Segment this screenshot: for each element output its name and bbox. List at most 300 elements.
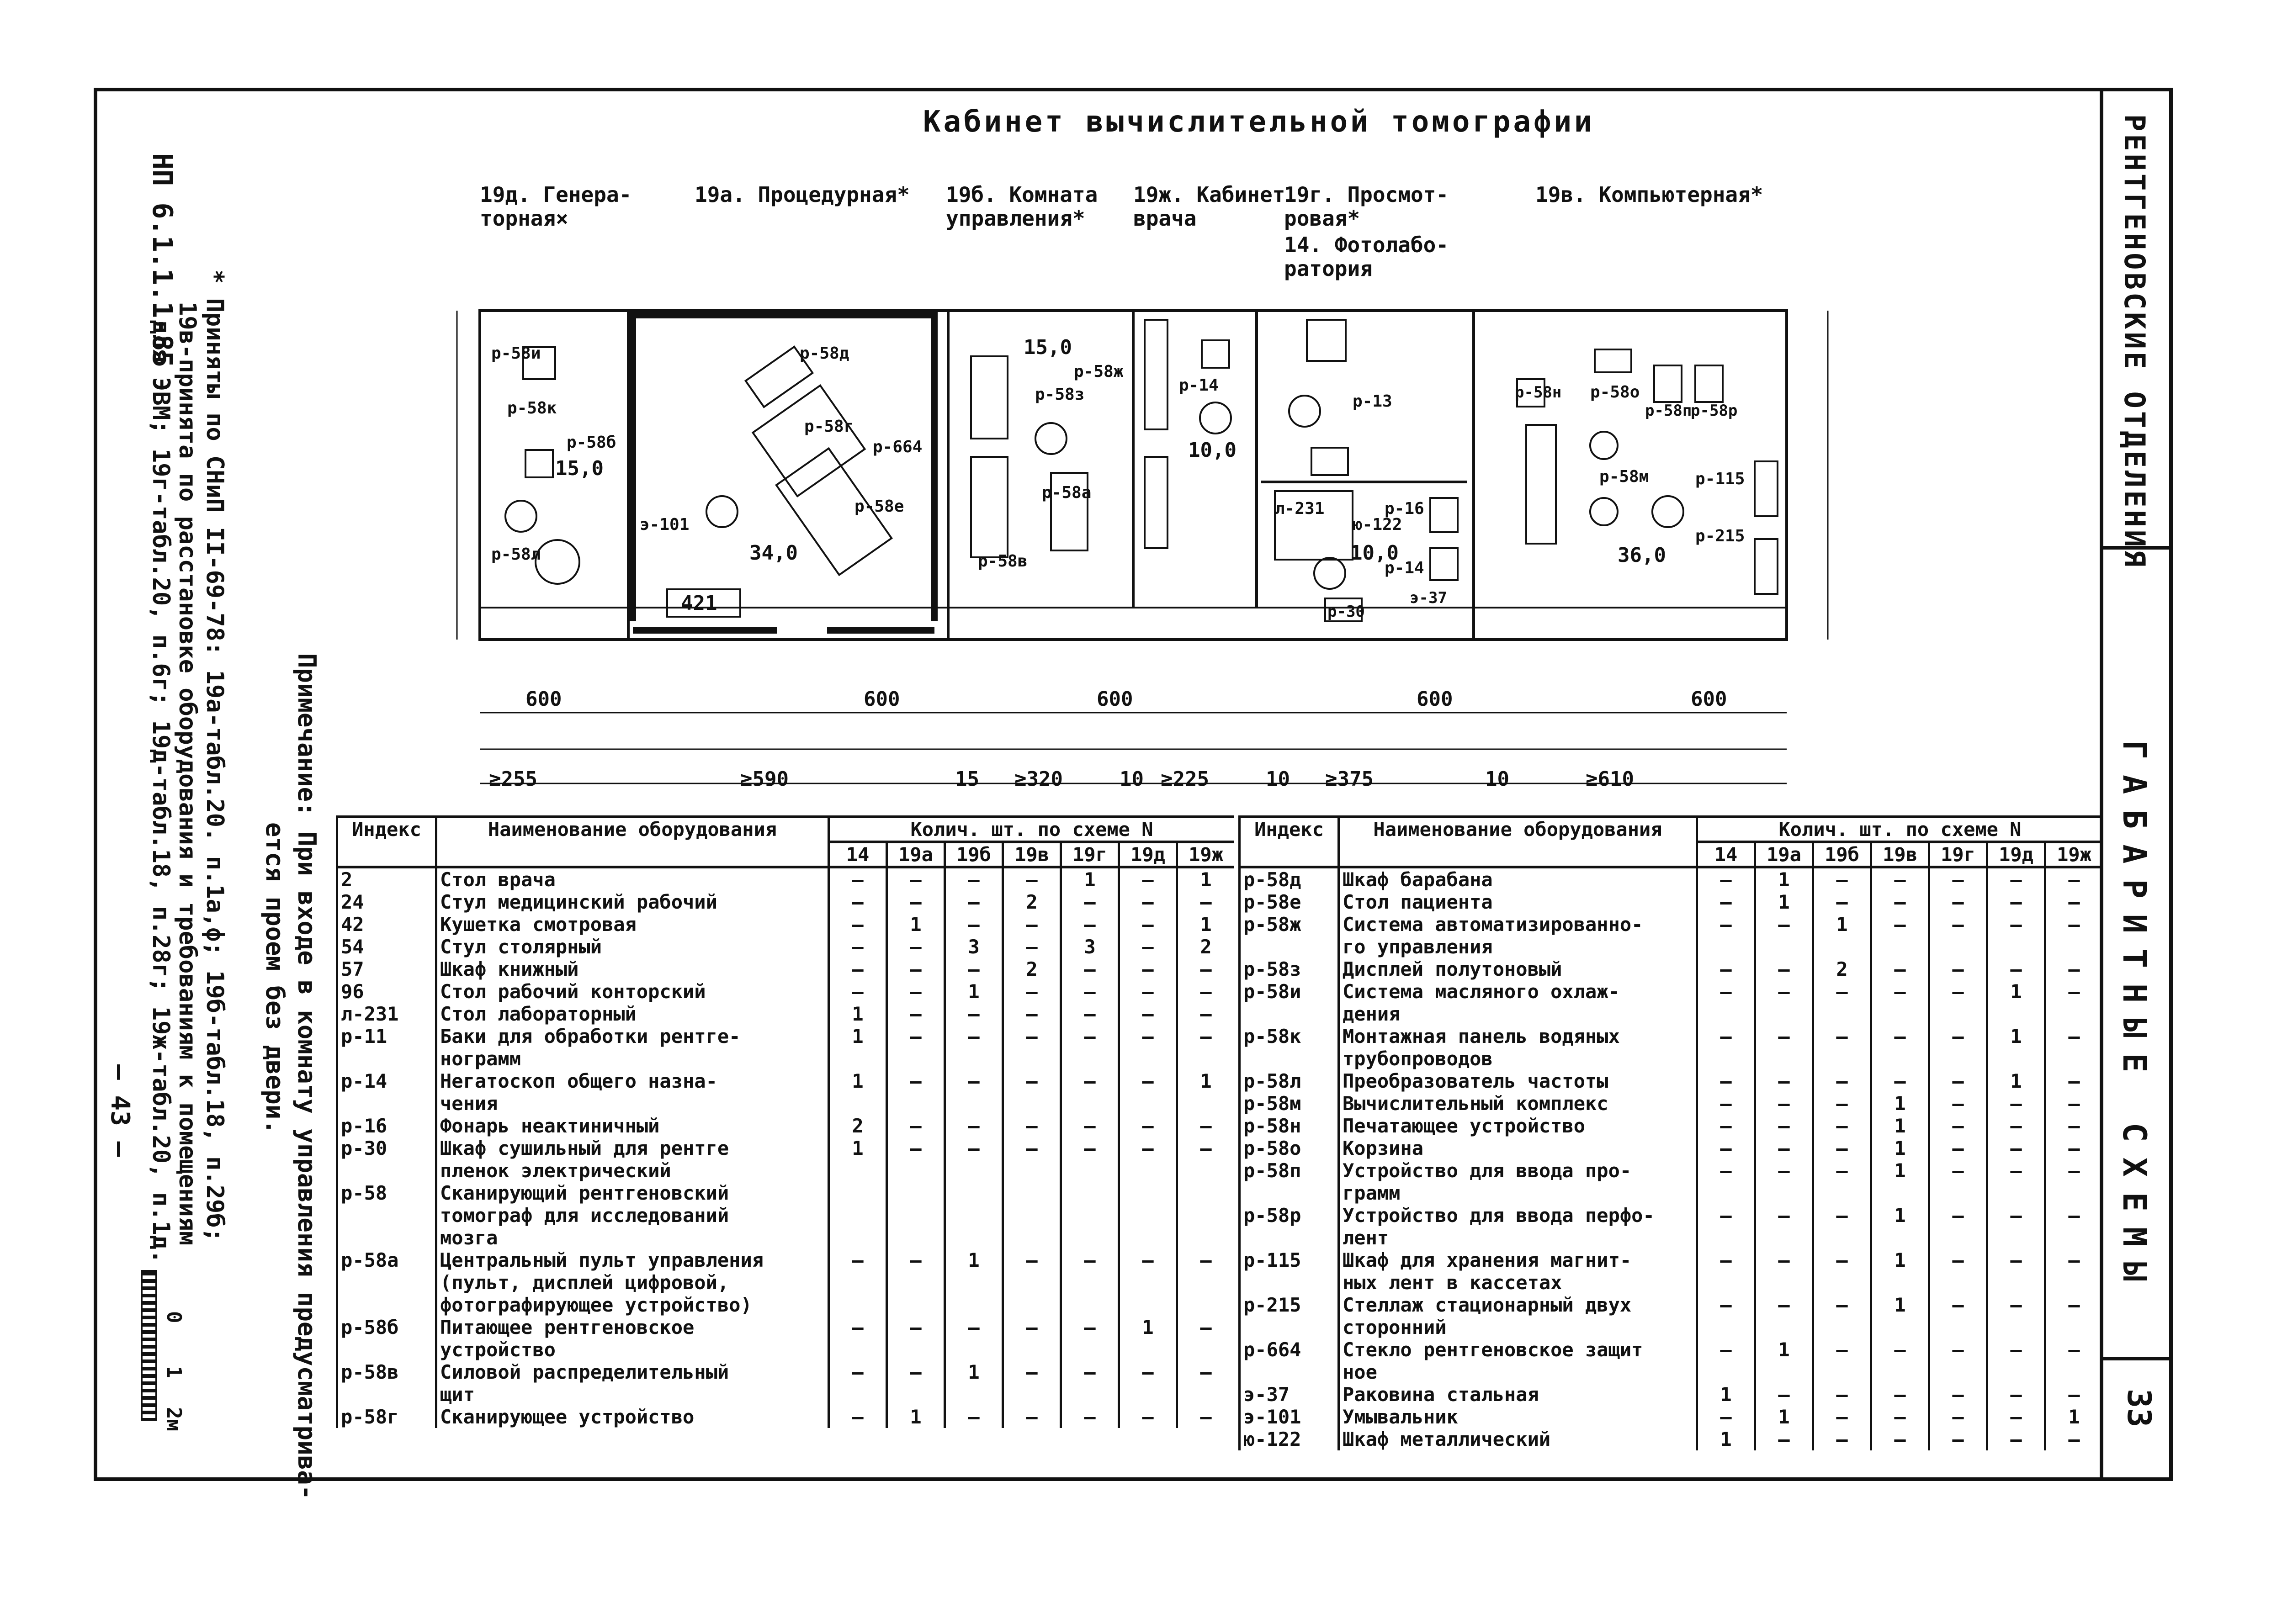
row-index: ю-122 bbox=[1240, 1428, 1339, 1450]
doc-code: НП 6.1.1.1-85 bbox=[146, 153, 178, 368]
room-label-19b: 19б. Комната управления* bbox=[946, 182, 1098, 231]
row-qty: — bbox=[1697, 1406, 1755, 1428]
row-qty: — bbox=[2045, 1070, 2102, 1092]
row-qty: — bbox=[945, 1316, 1003, 1361]
row-qty: — bbox=[1003, 1249, 1061, 1316]
table-header-index: Индекс bbox=[1240, 817, 1339, 867]
row-qty: — bbox=[1119, 936, 1177, 958]
tag-p58r: р-58р bbox=[1691, 402, 1738, 420]
row-qty: — bbox=[1119, 891, 1177, 913]
tag-e37: э-37 bbox=[1410, 589, 1447, 607]
equipment-p58p bbox=[1654, 365, 1682, 402]
page-title: Кабинет вычислительной томографии bbox=[923, 105, 1595, 139]
equipment-p58r bbox=[1695, 365, 1723, 402]
row-qty: — bbox=[1697, 1204, 1755, 1249]
row-qty: — bbox=[2045, 1294, 2102, 1338]
row-qty: — bbox=[945, 867, 1003, 891]
section-label: ГАБАРИТНЫЕ СХЕМЫ bbox=[2116, 740, 2153, 1297]
area-19zh: 10,0 bbox=[1188, 439, 1237, 462]
row-qty: — bbox=[1119, 1406, 1177, 1428]
row-qty: — bbox=[1177, 1025, 1234, 1070]
row-qty: — bbox=[1177, 980, 1234, 1003]
row-index: р-58н bbox=[1240, 1115, 1339, 1137]
area-19b: 15,0 bbox=[1024, 336, 1072, 359]
row-qty: — bbox=[1987, 867, 2045, 891]
row-qty: — bbox=[1119, 1003, 1177, 1025]
row-qty: — bbox=[1697, 1115, 1755, 1137]
row-qty: — bbox=[1755, 1092, 1813, 1115]
row-qty: — bbox=[2045, 1092, 2102, 1115]
col-header: 19д bbox=[1119, 842, 1177, 867]
row-qty: — bbox=[1697, 1070, 1755, 1092]
row-qty: — bbox=[1987, 1406, 2045, 1428]
row-qty: — bbox=[1871, 891, 1929, 913]
row-qty: — bbox=[1177, 1003, 1234, 1025]
row-qty: — bbox=[2045, 980, 2102, 1025]
row-qty: 1 bbox=[1871, 1204, 1929, 1249]
row-index: р-58г bbox=[337, 1406, 436, 1428]
row-qty: — bbox=[887, 958, 945, 980]
dim-label: ≥255 bbox=[489, 767, 537, 791]
dim-label: 10 bbox=[1266, 767, 1290, 791]
room-label-19g: 19г. Просмот- ровая* bbox=[1284, 182, 1449, 231]
col-header: 19а bbox=[887, 842, 945, 867]
row-qty: — bbox=[1987, 1294, 2045, 1338]
row-qty: — bbox=[1003, 1070, 1061, 1115]
row-name: Раковина стальная bbox=[1339, 1383, 1697, 1406]
table-row bbox=[337, 1115, 1234, 1137]
row-qty: — bbox=[887, 867, 945, 891]
row-name: Стул медицинский рабочий bbox=[436, 891, 829, 913]
row-qty: — bbox=[829, 1316, 887, 1361]
row-qty: — bbox=[887, 980, 945, 1003]
row-qty: — bbox=[1813, 1204, 1871, 1249]
row-qty: — bbox=[1813, 1428, 1871, 1450]
row-qty: — bbox=[1929, 913, 1987, 958]
row-qty: 2 bbox=[1813, 958, 1871, 980]
row-qty: — bbox=[1697, 1025, 1755, 1070]
row-qty: — bbox=[1119, 1137, 1177, 1182]
tag-p58k: р-58к bbox=[507, 399, 557, 418]
row-qty: — bbox=[829, 1361, 887, 1406]
row-name: Силовой распределительный щит bbox=[436, 1361, 829, 1406]
row-qty: — bbox=[2045, 867, 2102, 891]
row-qty: 3 bbox=[1061, 936, 1119, 958]
row-name: Негатоскоп общего назна- чения bbox=[436, 1070, 829, 1115]
row-name: Стол рабочий конторский bbox=[436, 980, 829, 1003]
row-name: Шкаф металлический bbox=[1339, 1428, 1697, 1450]
row-index: р-58е bbox=[1240, 891, 1339, 913]
row-qty: — bbox=[1929, 1294, 1987, 1338]
row-qty: — bbox=[1003, 1137, 1061, 1182]
row-qty: — bbox=[1755, 1294, 1813, 1338]
row-index: р-58б bbox=[337, 1316, 436, 1361]
row-qty: 1 bbox=[887, 913, 945, 936]
row-index: р-14 bbox=[337, 1070, 436, 1115]
row-qty: — bbox=[1755, 913, 1813, 958]
row-qty: — bbox=[945, 913, 1003, 936]
row-qty: — bbox=[829, 936, 887, 958]
tag-p58i: р-58и bbox=[491, 344, 541, 363]
room-label-14: 14. Фотолабо- ратория bbox=[1284, 233, 1449, 281]
table-row bbox=[1240, 1070, 2102, 1092]
module-label: 600 bbox=[864, 688, 900, 711]
row-qty bbox=[1177, 1182, 1234, 1249]
row-qty: — bbox=[1929, 1249, 1987, 1294]
equipment-p215 bbox=[1755, 539, 1778, 594]
row-qty: — bbox=[1929, 1025, 1987, 1070]
row-qty: — bbox=[887, 1137, 945, 1182]
row-qty: — bbox=[1003, 1406, 1061, 1428]
table-header-name: Наименование оборудования bbox=[436, 817, 829, 867]
row-qty: — bbox=[1061, 1025, 1119, 1070]
row-qty: — bbox=[1119, 980, 1177, 1003]
row-qty: — bbox=[887, 1070, 945, 1115]
equipment-p16 bbox=[1430, 498, 1458, 532]
row-qty bbox=[1061, 1182, 1119, 1249]
row-qty: — bbox=[1813, 1092, 1871, 1115]
row-qty: 1 bbox=[1755, 1406, 1813, 1428]
row-qty: — bbox=[1929, 1115, 1987, 1137]
row-qty: — bbox=[2045, 1338, 2102, 1383]
row-qty: — bbox=[1929, 980, 1987, 1025]
row-qty: — bbox=[1061, 891, 1119, 913]
table-row bbox=[1240, 1406, 2102, 1428]
row-qty: — bbox=[1813, 1159, 1871, 1204]
area-19d: 15,0 bbox=[555, 457, 604, 480]
chair-24-2 bbox=[1590, 498, 1618, 525]
row-qty: 1 bbox=[2045, 1406, 2102, 1428]
row-qty: — bbox=[887, 1003, 945, 1025]
row-qty: — bbox=[1929, 1428, 1987, 1450]
page-code: 33 bbox=[2120, 1389, 2158, 1428]
row-name: Шкаф книжный bbox=[436, 958, 829, 980]
row-qty: — bbox=[1697, 913, 1755, 958]
col-header: 19б bbox=[945, 842, 1003, 867]
row-qty: — bbox=[1119, 913, 1177, 936]
row-qty: — bbox=[2045, 958, 2102, 980]
row-qty: 1 bbox=[1177, 913, 1234, 936]
row-index: р-58п bbox=[1240, 1159, 1339, 1204]
table-row bbox=[337, 1003, 1234, 1025]
equipment-table-2 bbox=[1307, 320, 1346, 361]
row-qty: 1 bbox=[1697, 1383, 1755, 1406]
row-name: Система масляного охлаж- дения bbox=[1339, 980, 1697, 1025]
row-qty: — bbox=[1003, 980, 1061, 1003]
table-header-qty: Колич. шт. по схеме N bbox=[1697, 817, 2102, 842]
remark-line-1: Примечание: При входе в комнату управления предусматрива- bbox=[292, 653, 321, 1500]
row-qty: — bbox=[1987, 891, 2045, 913]
table-row bbox=[1240, 1092, 2102, 1115]
row-qty: — bbox=[1813, 1406, 1871, 1428]
row-qty: — bbox=[1987, 1428, 2045, 1450]
row-qty: — bbox=[1813, 867, 1871, 891]
row-qty: — bbox=[1987, 1092, 2045, 1115]
row-qty: — bbox=[1813, 1338, 1871, 1383]
equipment-p13 bbox=[1311, 448, 1348, 475]
row-qty: — bbox=[1119, 1025, 1177, 1070]
row-name: Вычислительный комплекс bbox=[1339, 1092, 1697, 1115]
row-qty: — bbox=[1119, 958, 1177, 980]
row-qty: — bbox=[2045, 1137, 2102, 1159]
table-row bbox=[1240, 1294, 2102, 1338]
tag-p58p: р-58п bbox=[1645, 402, 1692, 420]
row-name: Сканирующее устройство bbox=[436, 1406, 829, 1428]
remark-line-2: ется проем без двери. bbox=[260, 822, 289, 1134]
tag-p58g: р-58г bbox=[804, 417, 854, 436]
row-qty: — bbox=[829, 1406, 887, 1428]
row-qty: — bbox=[1003, 1316, 1061, 1361]
row-qty: — bbox=[945, 958, 1003, 980]
row-qty: — bbox=[1871, 1025, 1929, 1070]
row-qty: — bbox=[2045, 1025, 2102, 1070]
row-qty: — bbox=[1929, 1070, 1987, 1092]
row-qty: — bbox=[887, 1025, 945, 1070]
row-qty: — bbox=[1871, 1428, 1929, 1450]
row-qty: 1 bbox=[1987, 1070, 2045, 1092]
row-index: р-58и bbox=[1240, 980, 1339, 1025]
row-qty: — bbox=[1177, 891, 1234, 913]
row-qty: — bbox=[1813, 980, 1871, 1025]
row-qty: — bbox=[1929, 1338, 1987, 1383]
tag-p13: р-13 bbox=[1353, 392, 1392, 411]
area-14: 10,0 bbox=[1350, 541, 1399, 565]
row-qty: — bbox=[2045, 1249, 2102, 1294]
row-qty: — bbox=[829, 867, 887, 891]
row-qty: 2 bbox=[1003, 891, 1061, 913]
table-row bbox=[1240, 891, 2102, 913]
row-name: Фонарь неактиничный bbox=[436, 1115, 829, 1137]
row-qty: — bbox=[1061, 1115, 1119, 1137]
row-qty: — bbox=[1061, 1406, 1119, 1428]
row-qty: 1 bbox=[1987, 980, 2045, 1025]
row-qty: — bbox=[1697, 1249, 1755, 1294]
room-marker-19b bbox=[1035, 423, 1067, 454]
row-qty: — bbox=[1755, 1204, 1813, 1249]
col-header: 19в bbox=[1003, 842, 1061, 867]
row-qty: — bbox=[1119, 867, 1177, 891]
col-header: 19ж bbox=[2045, 842, 2102, 867]
equipment-p58o bbox=[1595, 349, 1631, 372]
row-name: Устройство для ввода про- грамм bbox=[1339, 1159, 1697, 1204]
row-qty: — bbox=[1871, 980, 1929, 1025]
row-index: э-37 bbox=[1240, 1383, 1339, 1406]
row-name: Центральный пульт управления (пульт, дисплей цифровой, фотографирующее устройство) bbox=[436, 1249, 829, 1316]
table-right-body bbox=[1240, 867, 2102, 1450]
row-qty: — bbox=[1755, 1070, 1813, 1092]
dim-label: 10 bbox=[1120, 767, 1144, 791]
row-qty: — bbox=[1987, 1338, 2045, 1383]
equipment-57 bbox=[1145, 457, 1168, 548]
table-row bbox=[1240, 1115, 2102, 1137]
tag-p58o: р-58о bbox=[1590, 383, 1640, 402]
col-header: 19ж bbox=[1177, 842, 1234, 867]
row-qty: — bbox=[1697, 867, 1755, 891]
row-index: р-16 bbox=[337, 1115, 436, 1137]
row-qty: — bbox=[887, 1115, 945, 1137]
col-header: 19г bbox=[1061, 842, 1119, 867]
tag-p14: р-14 bbox=[1179, 376, 1219, 395]
row-qty: — bbox=[1003, 913, 1061, 936]
row-qty: — bbox=[1813, 891, 1871, 913]
tag-p58l: р-58л bbox=[491, 545, 541, 564]
table-row bbox=[337, 1361, 1234, 1406]
row-qty: — bbox=[829, 891, 887, 913]
row-qty: — bbox=[1697, 1294, 1755, 1338]
equipment-p14 bbox=[1430, 548, 1458, 580]
row-qty: — bbox=[1813, 1070, 1871, 1092]
room-label-19zh: 19ж. Кабинет врача bbox=[1133, 182, 1285, 231]
row-qty: — bbox=[1929, 958, 1987, 980]
row-qty bbox=[1003, 1182, 1061, 1249]
tag-p58v: р-58в bbox=[978, 552, 1028, 571]
note-line-3: для ЭВМ; 19г-табл.20, п.6г; 19д-табл.18, п.28г; 19ж-табл.20, п.1д. bbox=[147, 320, 175, 1264]
row-name: Кушетка смотровая bbox=[436, 913, 829, 936]
tag-p16: р-16 bbox=[1385, 499, 1424, 518]
row-qty: — bbox=[1697, 891, 1755, 913]
col-header: 19б bbox=[1813, 842, 1871, 867]
room-label-19a: 19а. Процедурная* bbox=[695, 182, 910, 207]
row-qty: — bbox=[887, 1316, 945, 1361]
row-qty: — bbox=[1755, 1025, 1813, 1070]
row-qty: — bbox=[1061, 1361, 1119, 1406]
tag-p58z: р-58з bbox=[1035, 385, 1085, 404]
row-qty: 1 bbox=[829, 1070, 887, 1115]
row-qty: — bbox=[1003, 867, 1061, 891]
department-label: РЕНТГЕНОВСКИЕ ОТДЕЛЕНИЯ bbox=[2118, 114, 2151, 570]
table-left-body bbox=[337, 867, 1234, 1428]
row-index: л-231 bbox=[337, 1003, 436, 1025]
row-qty: — bbox=[945, 891, 1003, 913]
note-star: * Приняты по СНиП II-69-78: 19а-табл.20. п.1а,ф; 19б-табл.18, п.29б; bbox=[201, 270, 228, 1242]
table-row bbox=[1240, 980, 2102, 1025]
row-qty: 1 bbox=[1755, 1338, 1813, 1383]
table-row bbox=[337, 1249, 1234, 1316]
row-qty: — bbox=[2045, 891, 2102, 913]
row-qty: — bbox=[1755, 980, 1813, 1025]
table-row bbox=[1240, 1428, 2102, 1450]
row-qty: — bbox=[1177, 1137, 1234, 1182]
row-qty: — bbox=[1177, 1249, 1234, 1316]
row-qty bbox=[1119, 1182, 1177, 1249]
tag-p664: р-664 bbox=[873, 438, 923, 456]
row-qty: — bbox=[1871, 958, 1929, 980]
row-qty: — bbox=[1697, 1338, 1755, 1383]
room-label-19d: 19д. Генера- торная× bbox=[480, 182, 632, 231]
dim-label: 15 bbox=[955, 767, 979, 791]
row-name: Стеллаж стационарный двух сторонний bbox=[1339, 1294, 1697, 1338]
row-index: р-58р bbox=[1240, 1204, 1339, 1249]
area-19a: 34,0 bbox=[749, 541, 798, 565]
row-qty: — bbox=[2045, 1383, 2102, 1406]
row-qty: — bbox=[1929, 1383, 1987, 1406]
row-index: 57 bbox=[337, 958, 436, 980]
row-qty: 1 bbox=[1177, 867, 1234, 891]
dim-label: ≥375 bbox=[1325, 767, 1374, 791]
row-qty bbox=[829, 1182, 887, 1249]
row-qty: — bbox=[2045, 1204, 2102, 1249]
table-row bbox=[1240, 913, 2102, 958]
tag-p215: р-215 bbox=[1695, 527, 1745, 545]
row-qty: 1 bbox=[945, 980, 1003, 1003]
row-name: Умывальник bbox=[1339, 1406, 1697, 1428]
dim-label: ≥320 bbox=[1014, 767, 1063, 791]
row-name: Шкаф для хранения магнит- ных лент в кассетах bbox=[1339, 1249, 1697, 1294]
table-row bbox=[337, 1137, 1234, 1182]
row-qty: 2 bbox=[1177, 936, 1234, 958]
row-qty: — bbox=[1987, 1137, 2045, 1159]
row-qty: — bbox=[1697, 1092, 1755, 1115]
row-qty: 1 bbox=[1871, 1294, 1929, 1338]
row-name: Шкаф сушильный для рентге пленок электрический bbox=[436, 1137, 829, 1182]
row-qty: — bbox=[945, 1025, 1003, 1070]
module-label: 600 bbox=[1097, 688, 1133, 711]
row-index: р-215 bbox=[1240, 1294, 1339, 1338]
row-qty: — bbox=[1697, 958, 1755, 980]
row-name: Стол врача bbox=[436, 867, 829, 891]
row-qty: — bbox=[2045, 1115, 2102, 1137]
row-qty: — bbox=[1061, 1316, 1119, 1361]
scale-label-0: 0 bbox=[162, 1311, 186, 1323]
col-header: 19г bbox=[1929, 842, 1987, 867]
row-qty: 1 bbox=[1871, 1137, 1929, 1159]
dim-label: ≥610 bbox=[1586, 767, 1634, 791]
table-row bbox=[1240, 1025, 2102, 1070]
row-qty: — bbox=[1929, 1406, 1987, 1428]
table-row bbox=[337, 1070, 1234, 1115]
row-qty: 1 bbox=[1061, 867, 1119, 891]
tag-p58b: р-58б bbox=[567, 433, 616, 452]
tag-p115: р-115 bbox=[1695, 470, 1745, 488]
row-qty: — bbox=[1119, 1070, 1177, 1115]
row-name: Сканирующий рентгеновский томограф для исследований мозга bbox=[436, 1182, 829, 1249]
row-qty: — bbox=[887, 1361, 945, 1406]
table-row bbox=[337, 867, 1234, 891]
row-index: р-58в bbox=[337, 1361, 436, 1406]
row-qty: — bbox=[1061, 913, 1119, 936]
room-marker-14 bbox=[1314, 558, 1345, 589]
row-qty: 1 bbox=[1813, 913, 1871, 958]
row-qty: — bbox=[1003, 1003, 1061, 1025]
table-header-qty: Колич. шт. по схеме N bbox=[829, 817, 1234, 842]
tag-p58zh: р-58ж bbox=[1074, 362, 1124, 381]
table-row bbox=[1240, 1137, 2102, 1159]
row-qty: — bbox=[829, 980, 887, 1003]
row-name: Баки для обработки рентге- нограмм bbox=[436, 1025, 829, 1070]
equipment-p58l bbox=[536, 540, 579, 584]
row-qty: — bbox=[1177, 1406, 1234, 1428]
table-row bbox=[337, 1316, 1234, 1361]
row-name: Дисплей полутоновый bbox=[1339, 958, 1697, 980]
col-header: 19д bbox=[1987, 842, 2045, 867]
row-name: Печатающее устройство bbox=[1339, 1115, 1697, 1137]
module-label: 600 bbox=[1691, 688, 1727, 711]
row-index: 42 bbox=[337, 913, 436, 936]
row-index: р-58о bbox=[1240, 1137, 1339, 1159]
row-qty: — bbox=[1755, 1249, 1813, 1294]
col-header: 19а bbox=[1755, 842, 1813, 867]
tag-p58d: р-58д bbox=[800, 344, 849, 363]
room-marker-19g bbox=[1289, 396, 1320, 427]
row-qty: 1 bbox=[1697, 1428, 1755, 1450]
row-qty: 1 bbox=[887, 1406, 945, 1428]
row-qty: — bbox=[1987, 913, 2045, 958]
row-index: р-58а bbox=[337, 1249, 436, 1316]
row-qty: — bbox=[1755, 1383, 1813, 1406]
row-qty: — bbox=[1119, 1361, 1177, 1406]
row-qty: — bbox=[1177, 1361, 1234, 1406]
row-name: Преобразователь частоты bbox=[1339, 1070, 1697, 1092]
